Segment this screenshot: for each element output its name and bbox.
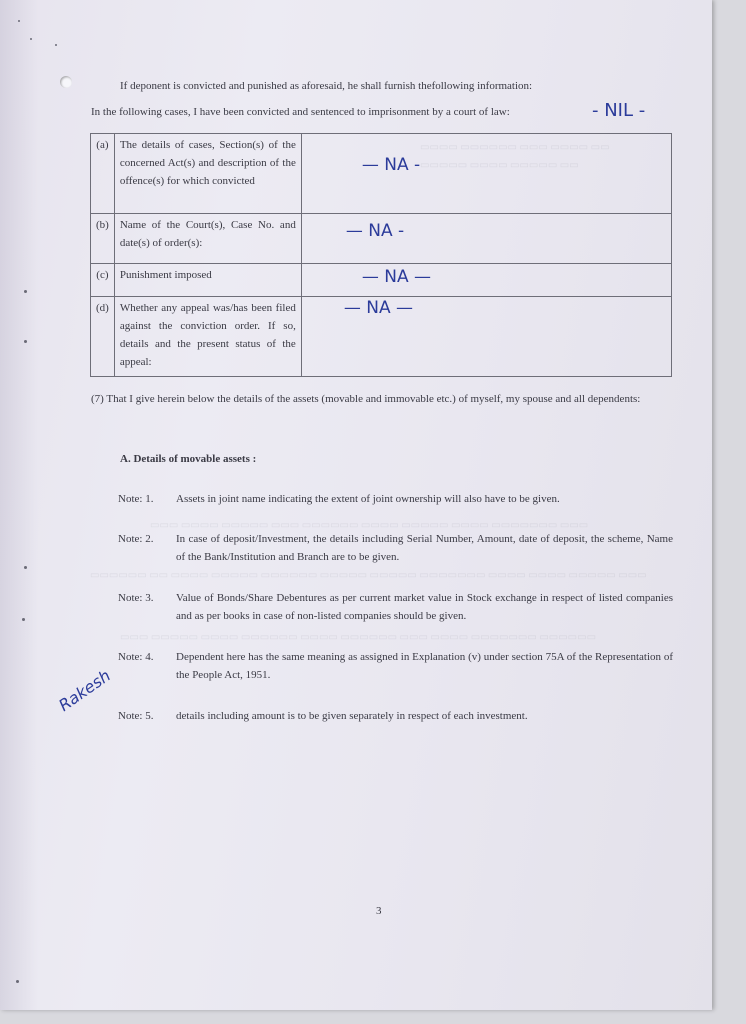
speck bbox=[22, 618, 25, 621]
page-edge-shadow bbox=[0, 0, 38, 1010]
row-description: Punishment imposed bbox=[114, 264, 301, 297]
bleed-through: ▭▭▭▭▭ ▭▭▭▭ ▭▭▭▭▭ ▭▭ bbox=[420, 160, 579, 171]
note-label: Note: 4. bbox=[118, 651, 154, 663]
speck bbox=[16, 980, 19, 983]
table-row bbox=[91, 297, 672, 377]
note-label: Note: 1. bbox=[118, 493, 154, 505]
speck bbox=[24, 566, 27, 569]
note-text: Dependent here has the same meaning as assigned in Explanation (v) under section 75A of the Representation of the People Act, 1951. bbox=[176, 651, 673, 681]
table-row bbox=[91, 214, 672, 264]
row-label: (b) bbox=[91, 214, 115, 264]
speck bbox=[24, 340, 27, 343]
intro-line: If deponent is convicted and punished as aforesaid, he shall furnish thefollowing information: bbox=[120, 80, 533, 92]
handwritten-answer: — NA — bbox=[343, 298, 413, 318]
speck bbox=[55, 44, 57, 46]
note-text: In case of deposit/Investment, the details including Serial Number, Amount, date of deposit, the scheme, Name of the Bank/Institution and Branch are to be given. bbox=[176, 533, 673, 563]
note-text: Assets in joint name indicating the extent of joint ownership will also have to be given. bbox=[176, 493, 560, 505]
row-description: Name of the Court(s), Case No. and date(s) of order(s): bbox=[114, 214, 301, 264]
handwritten-answer: — NA - bbox=[345, 221, 405, 241]
handwritten-answer: — NA — bbox=[361, 267, 431, 287]
row-label: (d) bbox=[91, 297, 115, 377]
bleed-through: ▭▭▭ ▭▭▭▭ ▭▭▭▭▭ ▭▭▭ ▭▭▭▭▭▭ ▭▭▭▭ ▭▭▭▭▭ ▭▭▭▭ ▭▭▭▭▭▭▭ ▭▭▭ bbox=[150, 520, 589, 531]
row-label: (c) bbox=[91, 264, 115, 297]
section-heading: A. Details of movable assets : bbox=[120, 453, 257, 465]
page-number: 3 bbox=[376, 905, 382, 917]
row-answer-cell bbox=[301, 297, 671, 377]
row-label: (a) bbox=[91, 134, 115, 214]
note-label: Note: 2. bbox=[118, 533, 154, 545]
row-answer-cell bbox=[301, 214, 671, 264]
speck bbox=[18, 20, 20, 22]
row-description: The details of cases, Section(s) of the concerned Act(s) and description of the offence(s) for which convicted bbox=[114, 134, 301, 214]
bleed-through: ▭▭▭▭ ▭▭▭▭▭▭ ▭▭▭ ▭▭▭▭ ▭▭ bbox=[420, 142, 610, 153]
bleed-through: ▭▭▭ ▭▭▭▭▭ ▭▭▭▭ ▭▭▭▭▭▭ ▭▭▭▭ ▭▭▭▭▭▭ ▭▭▭ ▭▭▭▭ ▭▭▭▭▭▭▭ ▭▭▭▭▭▭ bbox=[120, 632, 597, 643]
note-text: Value of Bonds/Share Debentures as per current market value in Stock exchange in respect of listed companies and as per books in case of non-listed companies should be given. bbox=[176, 592, 673, 622]
punch-hole bbox=[60, 76, 72, 88]
cases-line: In the following cases, I have been convicted and sentenced to imprisonment by a court of law: bbox=[91, 106, 510, 118]
bleed-through: ▭▭▭▭▭▭ ▭▭ ▭▭▭▭ ▭▭▭▭▭ ▭▭▭▭▭▭ ▭▭▭▭▭ ▭▭▭▭▭ ▭▭▭▭▭▭▭ ▭▭▭▭ ▭▭▭▭ ▭▭▭▭▭ ▭▭▭ bbox=[90, 570, 647, 581]
table-row bbox=[91, 134, 672, 214]
speck bbox=[24, 290, 27, 293]
note-label: Note: 5. bbox=[118, 710, 154, 722]
paragraph-7: (7) That I give herein below the details of the assets (movable and immovable etc.) of myself, my spouse and all dependents: bbox=[91, 393, 641, 405]
row-description: Whether any appeal was/has been filed against the conviction order. If so, details and the present status of the appeal: bbox=[114, 297, 301, 377]
handwritten-answer: — NA - bbox=[361, 155, 421, 175]
note-text: details including amount is to be given separately in respect of each investment. bbox=[176, 710, 528, 722]
handwritten-signature: Rakesh bbox=[55, 665, 114, 715]
table-row bbox=[91, 264, 672, 297]
conviction-table bbox=[90, 133, 672, 377]
row-answer-cell bbox=[301, 264, 671, 297]
speck bbox=[30, 38, 32, 40]
note-label: Note: 3. bbox=[118, 592, 154, 604]
row-answer-cell bbox=[301, 134, 671, 214]
handwritten-nil: - NIL - bbox=[592, 100, 646, 121]
